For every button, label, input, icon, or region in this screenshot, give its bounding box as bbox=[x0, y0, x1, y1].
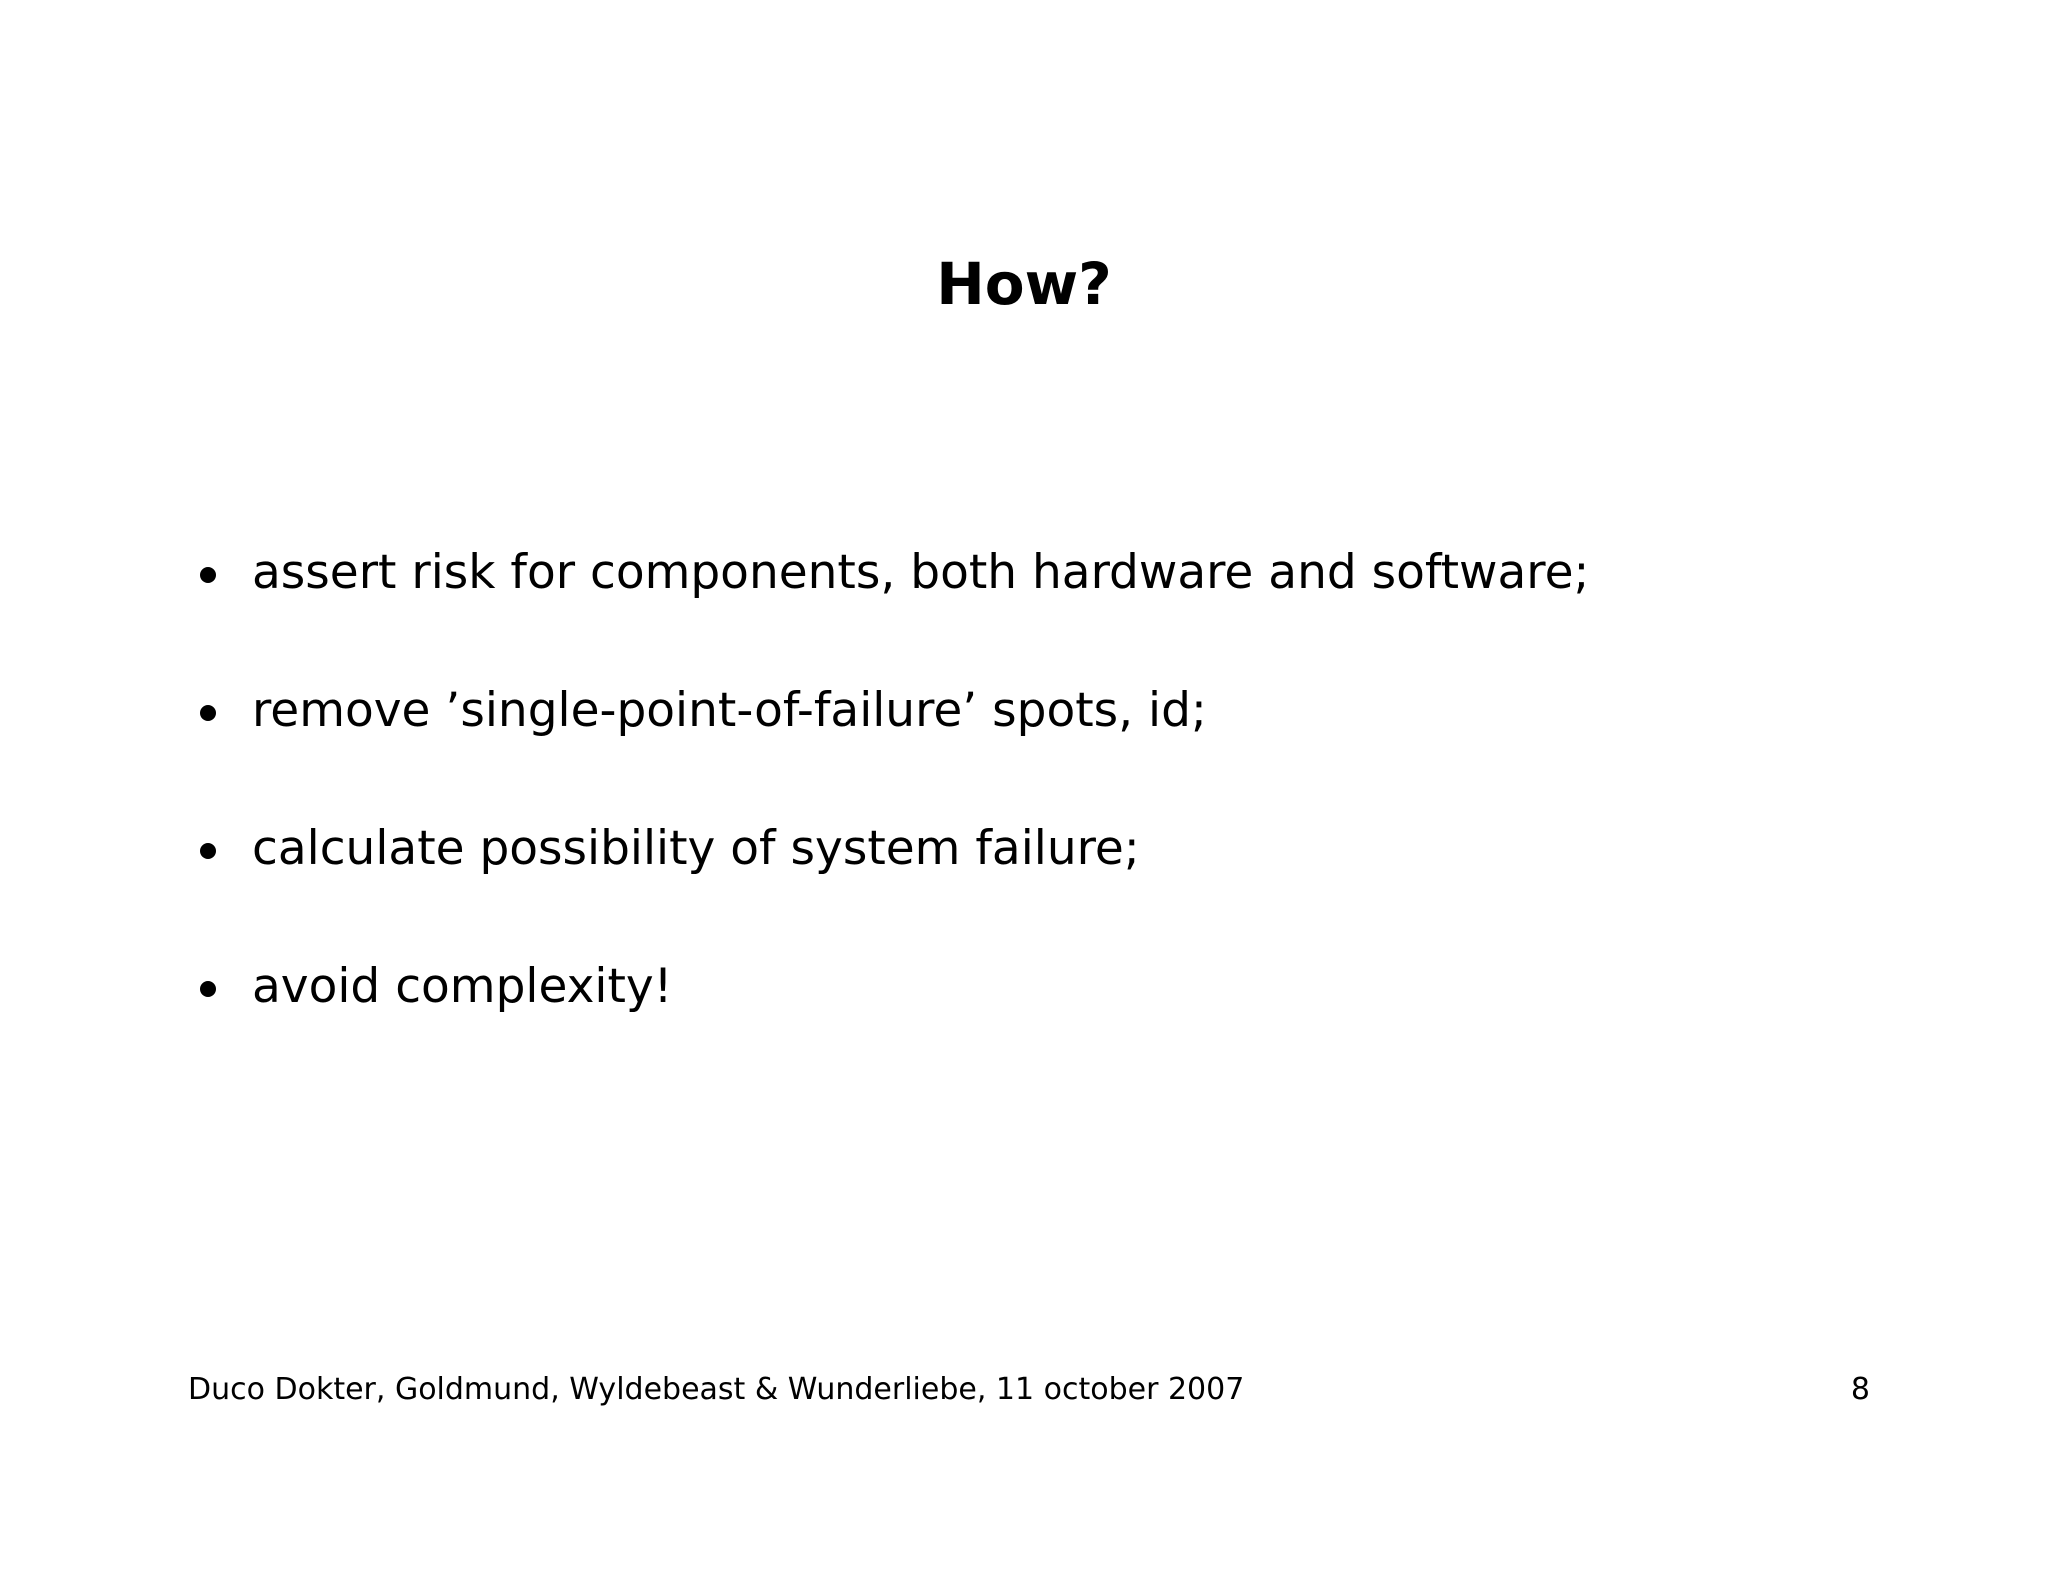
bullet-text: avoid complexity! bbox=[252, 959, 673, 1014]
bullet-dot-icon bbox=[200, 705, 216, 721]
bullet-text: assert risk for components, both hardware and software; bbox=[252, 545, 1590, 600]
bullet-text: remove ’single-point-of-failure’ spots, id; bbox=[252, 683, 1207, 738]
bullet-item bbox=[196, 532, 1896, 670]
bullet-text: calculate possibility of system failure; bbox=[252, 821, 1140, 876]
bullet-dot-icon bbox=[200, 567, 216, 583]
bullet-item bbox=[196, 670, 1896, 808]
page-number: 8 bbox=[1850, 1372, 1870, 1407]
bullet-dot-icon bbox=[200, 843, 216, 859]
bullet-item bbox=[196, 808, 1896, 946]
slide-title: How? bbox=[936, 250, 1112, 318]
footer-credits: Duco Dokter, Goldmund, Wyldebeast & Wunderliebe, 11 october 2007 bbox=[188, 1372, 1245, 1407]
bullet-dot-icon bbox=[200, 981, 216, 997]
bullet-item bbox=[196, 946, 1896, 1084]
bullet-list bbox=[196, 532, 1896, 1084]
